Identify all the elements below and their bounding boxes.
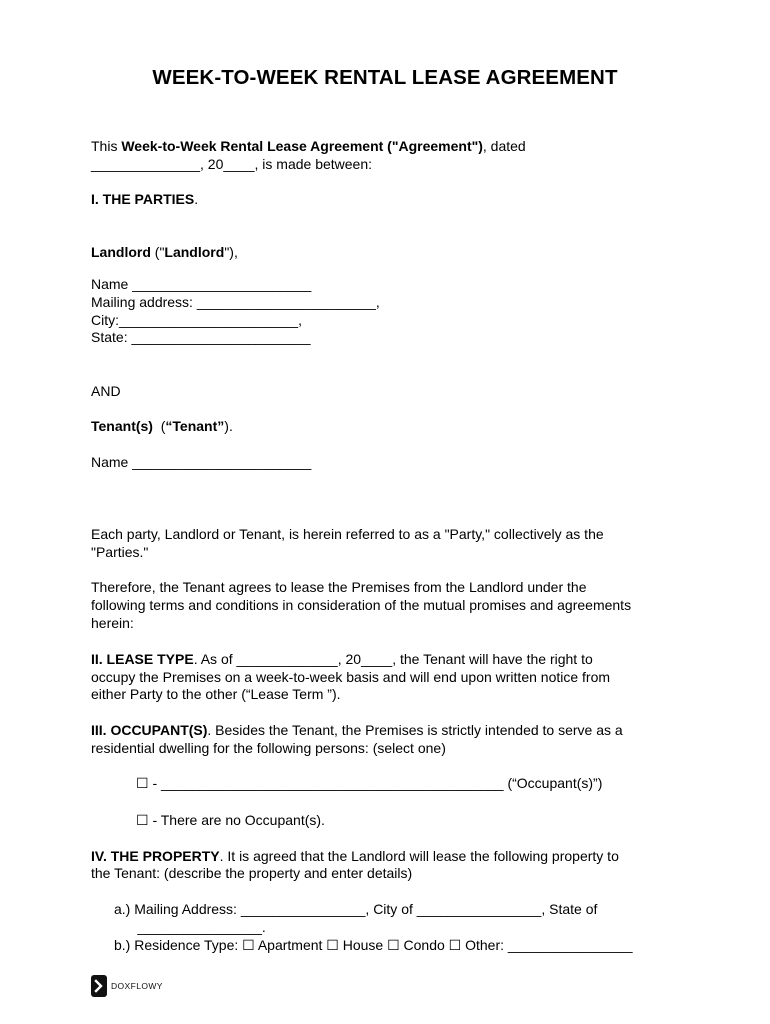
parties-heading [91,190,198,208]
occupants-line-1 [91,721,623,739]
lease-type-line-1-rest: . As of _____________, 20____, the Tenant will have the right to [193,651,593,667]
doxflowy-logo-icon [91,975,107,997]
intro-line-2: ______________, 20____, is made between: [91,156,373,172]
intro-agreement-name: Week-to-Week Rental Lease Agreement ("Agreement") [121,138,483,154]
occupant-option-none[interactable]: ☐ - There are no Occupant(s). [136,812,325,828]
landlord-label-bold: Landlord [91,244,151,260]
intro-line-1 [91,137,526,155]
property-address-line-1: a.) Mailing Address: ________________, City of ________________, State of [114,901,598,917]
tenant-label-bold: Tenant(s) [91,418,153,434]
landlord-label [91,243,238,261]
lease-type-line-2: occupy the Premises on a week-to-week basis and will end upon written notice from [91,669,611,685]
lease-type-line-1 [91,650,593,668]
occupants-line-2: residential dwelling for the following persons: (select one) [91,740,446,756]
property-residence-type[interactable]: b.) Residence Type: ☐ Apartment ☐ House ☐ Condo ☐ Other: ________________ [114,937,633,953]
property-line-2: the Tenant: (describe the property and enter details) [91,865,413,881]
therefore-line-3: herein: [91,615,134,631]
and-text: AND [91,383,121,399]
property-line-1 [91,847,619,865]
tenant-label-mid: ( [152,418,166,434]
tenant-label [91,417,233,435]
occupants-heading: III. OCCUPANT(S) [91,722,208,738]
landlord-label-end: "), [224,244,238,260]
tenant-name-field: Name _______________________ [91,454,312,470]
intro-pre: This [91,138,122,154]
landlord-label-bold2: Landlord [164,244,225,260]
therefore-line-1: Therefore, the Tenant agrees to lease the Premises from the Landlord under the [91,579,587,595]
parties-heading-period: . [194,191,199,207]
footer-branding [91,975,163,997]
parties-heading-text: I. THE PARTIES [91,191,195,207]
footer-brand-name: DOXFLOWY [111,981,163,991]
tenant-label-bold2: “Tenant” [165,418,225,434]
lease-type-heading: II. LEASE TYPE [91,651,194,667]
landlord-state-field: State: _______________________ [91,329,311,345]
property-line-1-rest: . It is agreed that the Landlord will lease the following property to [219,848,619,864]
party-para-line-2: "Parties." [91,544,149,560]
property-address-line-2: ________________. [114,919,266,935]
landlord-mailing-field: Mailing address: _______________________, [91,294,380,310]
tenant-label-end: ). [224,418,233,434]
therefore-line-2: following terms and conditions in consideration of the mutual promises and agreements [91,597,632,613]
occupants-line-1-rest: . Besides the Tenant, the Premises is strictly intended to serve as a [207,722,623,738]
landlord-city-field: City:_______________________, [91,312,302,328]
intro-post: , dated [482,138,526,154]
occupant-option-named[interactable]: ☐ - ____________________________________________ (“Occupant(s)”) [136,775,603,791]
landlord-label-mid: (" [150,244,165,260]
property-heading: IV. THE PROPERTY [91,848,220,864]
lease-type-line-3: either Party to the other (“Lease Term ”). [91,686,341,702]
party-para-line-1: Each party, Landlord or Tenant, is herein referred to as a "Party," collectively as the [91,526,604,542]
document-title: WEEK-TO-WEEK RENTAL LEASE AGREEMENT [152,66,618,89]
landlord-name-field: Name _______________________ [91,276,312,292]
